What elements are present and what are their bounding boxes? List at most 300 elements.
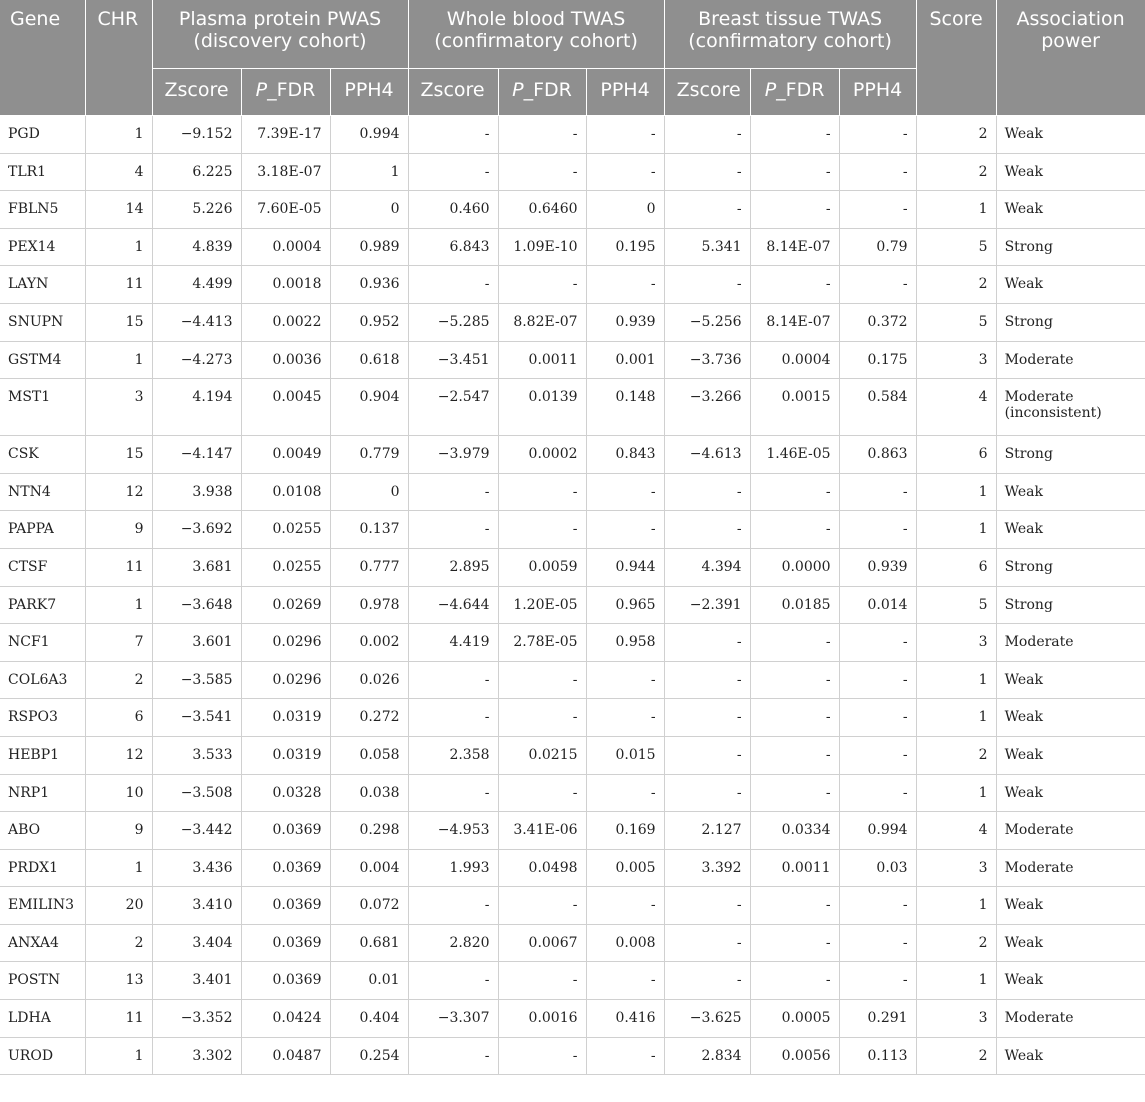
cell-breast-pph4: 0.79 xyxy=(839,228,916,266)
cell-breast-pph4: 0.014 xyxy=(839,586,916,624)
cell-blood-pph4: 0.008 xyxy=(586,924,664,962)
cell-breast-zscore: - xyxy=(664,924,750,962)
cell-blood-pfdr: - xyxy=(498,661,586,699)
cell-breast-zscore: 2.834 xyxy=(664,1037,750,1075)
cell-plasma-zscore: −3.541 xyxy=(152,699,241,737)
cell-breast-pfdr: - xyxy=(750,661,839,699)
cell-plasma-zscore: −3.648 xyxy=(152,586,241,624)
cell-blood-pfdr: 2.78E-05 xyxy=(498,624,586,662)
cell-blood-zscore: - xyxy=(408,473,498,511)
cell-chr: 9 xyxy=(85,812,152,850)
cell-plasma-zscore: −3.352 xyxy=(152,1000,241,1038)
cell-blood-pfdr: - xyxy=(498,153,586,191)
cell-breast-pph4: - xyxy=(839,473,916,511)
cell-breast-pfdr: - xyxy=(750,774,839,812)
cell-score: 2 xyxy=(916,116,996,154)
cell-plasma-pph4: 0.058 xyxy=(330,736,408,774)
cell-plasma-zscore: −3.692 xyxy=(152,511,241,549)
cell-blood-pph4: - xyxy=(586,1037,664,1075)
subheader-plasma-pph4: PPH4 xyxy=(330,69,408,116)
cell-breast-pph4: 0.863 xyxy=(839,436,916,474)
subheader-p-suffix: _FDR xyxy=(267,79,316,101)
cell-score: 2 xyxy=(916,1037,996,1075)
cell-score: 5 xyxy=(916,228,996,266)
cell-blood-pfdr: - xyxy=(498,473,586,511)
cell-chr: 13 xyxy=(85,962,152,1000)
table-row xyxy=(0,624,1145,662)
cell-breast-pfdr: 0.0185 xyxy=(750,586,839,624)
cell-score: 1 xyxy=(916,699,996,737)
cell-plasma-zscore: 5.226 xyxy=(152,191,241,229)
cell-plasma-pfdr: 0.0487 xyxy=(241,1037,330,1075)
cell-association: Weak xyxy=(996,774,1145,812)
cell-chr: 7 xyxy=(85,624,152,662)
cell-breast-pfdr: 0.0334 xyxy=(750,812,839,850)
subheader-breast-pfdr xyxy=(750,69,839,116)
cell-chr: 1 xyxy=(85,586,152,624)
cell-breast-zscore: - xyxy=(664,511,750,549)
cell-score: 3 xyxy=(916,341,996,379)
cell-plasma-pfdr: 0.0296 xyxy=(241,624,330,662)
cell-plasma-pph4: 0.072 xyxy=(330,887,408,925)
cell-plasma-pfdr: 0.0255 xyxy=(241,548,330,586)
cell-plasma-pph4: 0 xyxy=(330,473,408,511)
cell-plasma-zscore: 6.225 xyxy=(152,153,241,191)
cell-plasma-pfdr: 0.0269 xyxy=(241,586,330,624)
cell-breast-zscore: −3.736 xyxy=(664,341,750,379)
cell-plasma-pph4: 0.994 xyxy=(330,116,408,154)
cell-association: Weak xyxy=(996,699,1145,737)
cell-blood-zscore: −4.644 xyxy=(408,586,498,624)
cell-association: Weak xyxy=(996,736,1145,774)
cell-breast-pph4: 0.994 xyxy=(839,812,916,850)
cell-blood-pph4: 0.939 xyxy=(586,303,664,341)
cell-plasma-pfdr: 0.0022 xyxy=(241,303,330,341)
cell-breast-zscore: −2.391 xyxy=(664,586,750,624)
cell-breast-zscore: - xyxy=(664,962,750,1000)
cell-breast-pph4: 0.175 xyxy=(839,341,916,379)
cell-plasma-pfdr: 0.0369 xyxy=(241,924,330,962)
cell-score: 3 xyxy=(916,624,996,662)
cell-plasma-pfdr: 7.39E-17 xyxy=(241,116,330,154)
cell-blood-zscore: −3.307 xyxy=(408,1000,498,1038)
cell-blood-pfdr: - xyxy=(498,266,586,304)
cell-breast-zscore: - xyxy=(664,473,750,511)
cell-blood-pfdr: 0.0002 xyxy=(498,436,586,474)
cell-plasma-pfdr: 0.0018 xyxy=(241,266,330,304)
cell-breast-pph4: - xyxy=(839,962,916,1000)
cell-gene: NTN4 xyxy=(0,473,85,511)
cell-plasma-zscore: −4.273 xyxy=(152,341,241,379)
subheader-plasma-zscore: Zscore xyxy=(152,69,241,116)
cell-blood-pph4: 0.965 xyxy=(586,586,664,624)
cell-breast-pph4: - xyxy=(839,153,916,191)
cell-plasma-pph4: 0.038 xyxy=(330,774,408,812)
cell-plasma-zscore: 4.194 xyxy=(152,379,241,436)
cell-association: Weak xyxy=(996,924,1145,962)
cell-blood-pph4: 0.169 xyxy=(586,812,664,850)
cell-breast-pph4: 0.113 xyxy=(839,1037,916,1075)
cell-chr: 1 xyxy=(85,1037,152,1075)
cell-plasma-pph4: 0.777 xyxy=(330,548,408,586)
cell-blood-pph4: 0.958 xyxy=(586,624,664,662)
cell-association: Moderate xyxy=(996,1000,1145,1038)
cell-chr: 20 xyxy=(85,887,152,925)
cell-breast-pph4: - xyxy=(839,924,916,962)
cell-breast-zscore: - xyxy=(664,774,750,812)
cell-blood-pph4: - xyxy=(586,661,664,699)
cell-plasma-pfdr: 0.0369 xyxy=(241,849,330,887)
cell-chr: 11 xyxy=(85,1000,152,1038)
subheader-p-suffix: _FDR xyxy=(523,79,572,101)
cell-plasma-pfdr: 0.0328 xyxy=(241,774,330,812)
cell-blood-zscore: - xyxy=(408,774,498,812)
cell-gene: COL6A3 xyxy=(0,661,85,699)
cell-blood-pph4: - xyxy=(586,473,664,511)
cell-score: 6 xyxy=(916,436,996,474)
table-row xyxy=(0,303,1145,341)
cell-plasma-pph4: 0 xyxy=(330,191,408,229)
cell-breast-pph4: 0.584 xyxy=(839,379,916,436)
header-association: Association power xyxy=(996,0,1145,116)
cell-plasma-zscore: 3.533 xyxy=(152,736,241,774)
table-row xyxy=(0,962,1145,1000)
table-row xyxy=(0,661,1145,699)
cell-score: 1 xyxy=(916,191,996,229)
table-body xyxy=(0,116,1145,1075)
table-row xyxy=(0,473,1145,511)
table-row xyxy=(0,511,1145,549)
table-row xyxy=(0,341,1145,379)
subheader-p-suffix: _FDR xyxy=(776,79,825,101)
cell-plasma-zscore: 3.401 xyxy=(152,962,241,1000)
cell-blood-pph4: 0.001 xyxy=(586,341,664,379)
cell-plasma-pph4: 0.904 xyxy=(330,379,408,436)
cell-blood-pfdr: 0.0011 xyxy=(498,341,586,379)
cell-blood-zscore: - xyxy=(408,887,498,925)
cell-plasma-zscore: 4.499 xyxy=(152,266,241,304)
cell-gene: EMILIN3 xyxy=(0,887,85,925)
cell-breast-pfdr: - xyxy=(750,511,839,549)
cell-blood-zscore: - xyxy=(408,153,498,191)
cell-blood-pfdr: 1.20E-05 xyxy=(498,586,586,624)
cell-breast-pfdr: 8.14E-07 xyxy=(750,303,839,341)
subheader-blood-pfdr xyxy=(498,69,586,116)
subheader-blood-zscore: Zscore xyxy=(408,69,498,116)
cell-plasma-pfdr: 0.0036 xyxy=(241,341,330,379)
cell-chr: 15 xyxy=(85,303,152,341)
cell-association: Moderate xyxy=(996,624,1145,662)
subheader-p-italic: P xyxy=(764,79,777,101)
cell-breast-pph4: - xyxy=(839,191,916,229)
cell-blood-pph4: - xyxy=(586,774,664,812)
cell-blood-zscore: 2.820 xyxy=(408,924,498,962)
cell-plasma-pph4: 0.618 xyxy=(330,341,408,379)
cell-score: 1 xyxy=(916,511,996,549)
cell-breast-zscore: - xyxy=(664,736,750,774)
cell-score: 1 xyxy=(916,473,996,511)
cell-chr: 1 xyxy=(85,228,152,266)
cell-blood-pph4: - xyxy=(586,699,664,737)
header-breast-group: Breast tissue TWAS (confirmatory cohort) xyxy=(664,0,916,69)
cell-plasma-pfdr: 0.0319 xyxy=(241,736,330,774)
cell-breast-zscore: - xyxy=(664,661,750,699)
cell-breast-pfdr: - xyxy=(750,191,839,229)
cell-blood-pph4: - xyxy=(586,153,664,191)
cell-blood-pfdr: - xyxy=(498,887,586,925)
cell-breast-zscore: - xyxy=(664,887,750,925)
cell-chr: 4 xyxy=(85,153,152,191)
cell-plasma-pph4: 0.989 xyxy=(330,228,408,266)
cell-gene: CSK xyxy=(0,436,85,474)
cell-plasma-pfdr: 0.0369 xyxy=(241,812,330,850)
cell-breast-pph4: - xyxy=(839,624,916,662)
subheader-breast-zscore: Zscore xyxy=(664,69,750,116)
cell-chr: 10 xyxy=(85,774,152,812)
cell-blood-pfdr: 0.6460 xyxy=(498,191,586,229)
cell-association: Strong xyxy=(996,586,1145,624)
cell-gene: TLR1 xyxy=(0,153,85,191)
cell-gene: LAYN xyxy=(0,266,85,304)
cell-plasma-pfdr: 0.0369 xyxy=(241,962,330,1000)
table-row xyxy=(0,812,1145,850)
cell-chr: 12 xyxy=(85,736,152,774)
cell-gene: GSTM4 xyxy=(0,341,85,379)
cell-plasma-pph4: 0.026 xyxy=(330,661,408,699)
cell-gene: LDHA xyxy=(0,1000,85,1038)
cell-breast-pfdr: 0.0000 xyxy=(750,548,839,586)
cell-plasma-zscore: −4.147 xyxy=(152,436,241,474)
cell-blood-zscore: 2.358 xyxy=(408,736,498,774)
table-row xyxy=(0,266,1145,304)
cell-blood-zscore: - xyxy=(408,962,498,1000)
cell-plasma-pph4: 1 xyxy=(330,153,408,191)
cell-gene: ANXA4 xyxy=(0,924,85,962)
cell-gene: PEX14 xyxy=(0,228,85,266)
cell-breast-zscore: 2.127 xyxy=(664,812,750,850)
cell-plasma-pph4: 0.137 xyxy=(330,511,408,549)
cell-gene: ABO xyxy=(0,812,85,850)
header-chr: CHR xyxy=(85,0,152,116)
cell-breast-zscore: - xyxy=(664,624,750,662)
cell-gene: PAPPA xyxy=(0,511,85,549)
cell-breast-zscore: −5.256 xyxy=(664,303,750,341)
cell-breast-pfdr: - xyxy=(750,736,839,774)
cell-blood-pph4: 0 xyxy=(586,191,664,229)
cell-breast-pph4: - xyxy=(839,511,916,549)
cell-association: Strong xyxy=(996,303,1145,341)
table-row xyxy=(0,586,1145,624)
cell-plasma-zscore: −4.413 xyxy=(152,303,241,341)
cell-plasma-pfdr: 0.0319 xyxy=(241,699,330,737)
cell-blood-pfdr: - xyxy=(498,962,586,1000)
cell-breast-zscore: −4.613 xyxy=(664,436,750,474)
cell-score: 1 xyxy=(916,887,996,925)
cell-blood-pfdr: - xyxy=(498,511,586,549)
cell-chr: 11 xyxy=(85,266,152,304)
cell-blood-pfdr: 0.0139 xyxy=(498,379,586,436)
cell-association: Weak xyxy=(996,266,1145,304)
cell-score: 2 xyxy=(916,266,996,304)
cell-chr: 1 xyxy=(85,116,152,154)
table-row xyxy=(0,887,1145,925)
cell-blood-pph4: 0.843 xyxy=(586,436,664,474)
cell-breast-pph4: 0.03 xyxy=(839,849,916,887)
header-blood-group: Whole blood TWAS (confirmatory cohort) xyxy=(408,0,664,69)
cell-association: Strong xyxy=(996,436,1145,474)
cell-blood-pfdr: - xyxy=(498,116,586,154)
cell-blood-pph4: 0.944 xyxy=(586,548,664,586)
cell-chr: 3 xyxy=(85,379,152,436)
cell-breast-zscore: - xyxy=(664,191,750,229)
cell-gene: HEBP1 xyxy=(0,736,85,774)
cell-breast-pfdr: - xyxy=(750,924,839,962)
cell-plasma-zscore: 3.404 xyxy=(152,924,241,962)
cell-breast-pph4: - xyxy=(839,736,916,774)
cell-association: Weak xyxy=(996,887,1145,925)
cell-breast-pph4: - xyxy=(839,774,916,812)
cell-plasma-pph4: 0.004 xyxy=(330,849,408,887)
cell-blood-zscore: 4.419 xyxy=(408,624,498,662)
cell-blood-zscore: −4.953 xyxy=(408,812,498,850)
table-row xyxy=(0,153,1145,191)
cell-gene: PARK7 xyxy=(0,586,85,624)
cell-plasma-pph4: 0.298 xyxy=(330,812,408,850)
cell-association: Weak xyxy=(996,116,1145,154)
cell-plasma-pfdr: 0.0424 xyxy=(241,1000,330,1038)
cell-plasma-zscore: 3.681 xyxy=(152,548,241,586)
cell-breast-pfdr: - xyxy=(750,153,839,191)
cell-blood-pph4: 0.416 xyxy=(586,1000,664,1038)
cell-breast-pfdr: - xyxy=(750,624,839,662)
cell-blood-pfdr: 8.82E-07 xyxy=(498,303,586,341)
cell-blood-pfdr: 0.0498 xyxy=(498,849,586,887)
cell-association: Weak xyxy=(996,962,1145,1000)
cell-plasma-pph4: 0.002 xyxy=(330,624,408,662)
cell-plasma-pph4: 0.978 xyxy=(330,586,408,624)
cell-association: Strong xyxy=(996,548,1145,586)
cell-plasma-pph4: 0.952 xyxy=(330,303,408,341)
cell-breast-pph4: - xyxy=(839,699,916,737)
cell-association: Weak xyxy=(996,153,1145,191)
table-row xyxy=(0,924,1145,962)
cell-chr: 12 xyxy=(85,473,152,511)
cell-plasma-pfdr: 0.0296 xyxy=(241,661,330,699)
cell-breast-pph4: 0.291 xyxy=(839,1000,916,1038)
cell-breast-pph4: 0.939 xyxy=(839,548,916,586)
header-gene: Gene xyxy=(0,0,85,116)
cell-breast-zscore: 4.394 xyxy=(664,548,750,586)
cell-plasma-pfdr: 3.18E-07 xyxy=(241,153,330,191)
cell-blood-pph4: - xyxy=(586,887,664,925)
table-row xyxy=(0,116,1145,154)
cell-association: Moderate xyxy=(996,812,1145,850)
cell-blood-pph4: - xyxy=(586,116,664,154)
cell-association: Weak xyxy=(996,1037,1145,1075)
cell-blood-zscore: - xyxy=(408,1037,498,1075)
cell-plasma-pfdr: 0.0255 xyxy=(241,511,330,549)
cell-blood-pph4: 0.005 xyxy=(586,849,664,887)
subheader-blood-pph4: PPH4 xyxy=(586,69,664,116)
cell-plasma-zscore: −9.152 xyxy=(152,116,241,154)
cell-plasma-pph4: 0.681 xyxy=(330,924,408,962)
cell-plasma-zscore: 3.410 xyxy=(152,887,241,925)
cell-association: Moderate (inconsistent) xyxy=(996,379,1145,436)
cell-gene: CTSF xyxy=(0,548,85,586)
subheader-p-italic: P xyxy=(512,79,524,101)
cell-blood-pfdr: - xyxy=(498,699,586,737)
cell-chr: 6 xyxy=(85,699,152,737)
cell-plasma-pfdr: 0.0049 xyxy=(241,436,330,474)
cell-plasma-pfdr: 0.0369 xyxy=(241,887,330,925)
cell-chr: 14 xyxy=(85,191,152,229)
cell-blood-pfdr: 0.0067 xyxy=(498,924,586,962)
cell-blood-pph4: - xyxy=(586,511,664,549)
cell-gene: NCF1 xyxy=(0,624,85,662)
cell-blood-zscore: - xyxy=(408,116,498,154)
cell-blood-pph4: 0.148 xyxy=(586,379,664,436)
cell-blood-zscore: 6.843 xyxy=(408,228,498,266)
cell-blood-pfdr: 0.0059 xyxy=(498,548,586,586)
cell-plasma-zscore: 4.839 xyxy=(152,228,241,266)
cell-breast-pfdr: - xyxy=(750,887,839,925)
cell-breast-pfdr: 0.0011 xyxy=(750,849,839,887)
cell-blood-pph4: - xyxy=(586,962,664,1000)
cell-breast-pfdr: - xyxy=(750,473,839,511)
cell-gene: NRP1 xyxy=(0,774,85,812)
header-score: Score xyxy=(916,0,996,116)
cell-breast-pph4: - xyxy=(839,116,916,154)
cell-breast-zscore: 3.392 xyxy=(664,849,750,887)
cell-chr: 15 xyxy=(85,436,152,474)
cell-plasma-pph4: 0.779 xyxy=(330,436,408,474)
cell-score: 1 xyxy=(916,774,996,812)
cell-association: Moderate xyxy=(996,849,1145,887)
cell-breast-zscore: - xyxy=(664,266,750,304)
cell-blood-pph4: - xyxy=(586,266,664,304)
cell-score: 5 xyxy=(916,303,996,341)
cell-blood-zscore: 0.460 xyxy=(408,191,498,229)
table-row xyxy=(0,436,1145,474)
table-row xyxy=(0,1000,1145,1038)
cell-chr: 11 xyxy=(85,548,152,586)
cell-score: 4 xyxy=(916,812,996,850)
cell-plasma-zscore: −3.508 xyxy=(152,774,241,812)
cell-plasma-zscore: 3.436 xyxy=(152,849,241,887)
cell-breast-pph4: 0.372 xyxy=(839,303,916,341)
cell-blood-pfdr: - xyxy=(498,774,586,812)
table-row xyxy=(0,548,1145,586)
cell-gene: POSTN xyxy=(0,962,85,1000)
cell-score: 5 xyxy=(916,586,996,624)
cell-association: Strong xyxy=(996,228,1145,266)
cell-association: Weak xyxy=(996,473,1145,511)
cell-blood-zscore: −3.451 xyxy=(408,341,498,379)
cell-score: 6 xyxy=(916,548,996,586)
cell-breast-pfdr: - xyxy=(750,962,839,1000)
cell-blood-pph4: 0.195 xyxy=(586,228,664,266)
cell-breast-zscore: −3.625 xyxy=(664,1000,750,1038)
cell-gene: SNUPN xyxy=(0,303,85,341)
cell-breast-pfdr: 0.0004 xyxy=(750,341,839,379)
subheader-p-italic: P xyxy=(255,79,268,101)
cell-association: Weak xyxy=(996,511,1145,549)
cell-chr: 2 xyxy=(85,924,152,962)
cell-association: Moderate xyxy=(996,341,1145,379)
cell-gene: UROD xyxy=(0,1037,85,1075)
cell-blood-zscore: −3.979 xyxy=(408,436,498,474)
cell-gene: PRDX1 xyxy=(0,849,85,887)
